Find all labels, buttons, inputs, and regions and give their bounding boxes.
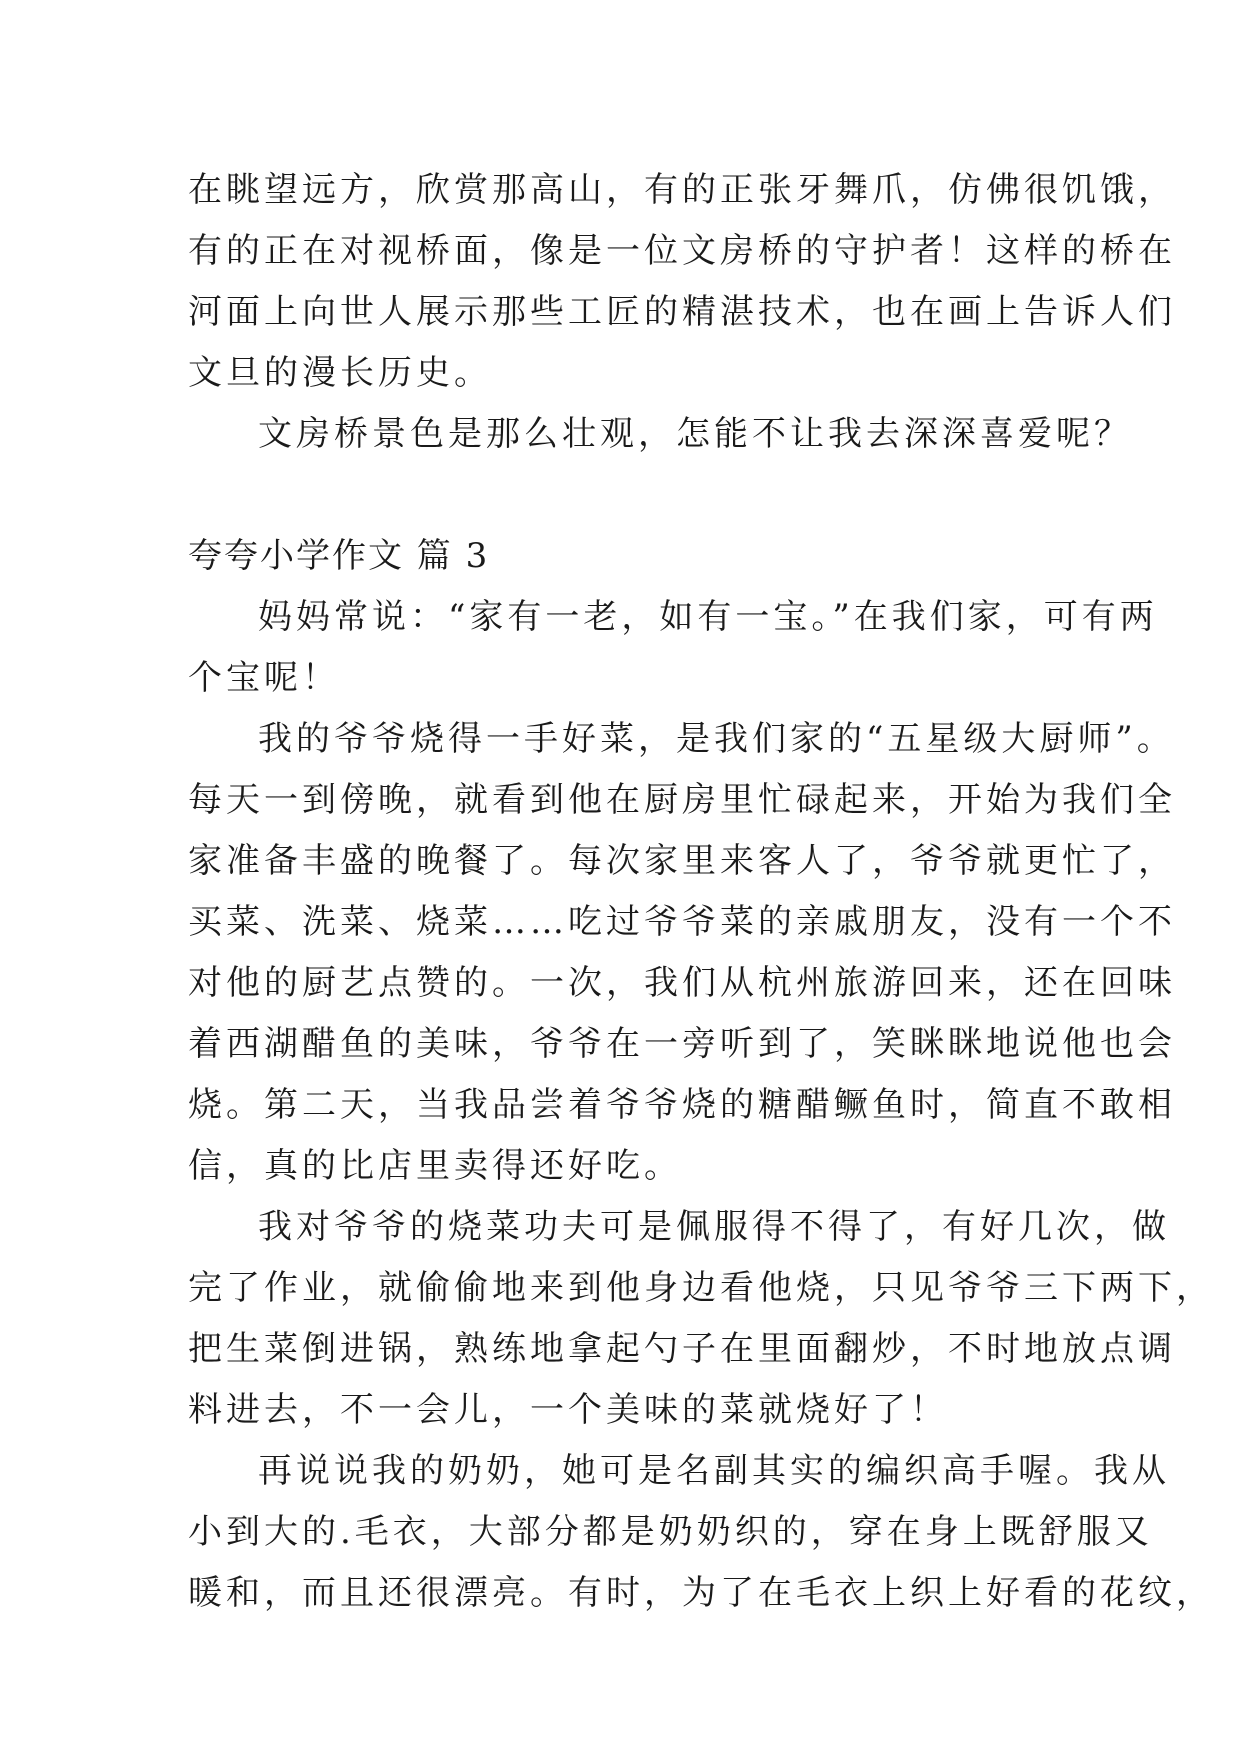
text-line: 小到大的.毛衣，大部分都是奶奶织的，穿在身上既舒服又 bbox=[188, 1512, 1153, 1552]
text-line: 个宝呢！ bbox=[188, 658, 340, 698]
section-gap bbox=[188, 465, 1050, 526]
text-line: 文旦的漫长历史。 bbox=[188, 353, 492, 393]
text-line: 着西湖醋鱼的美味，爷爷在一旁听到了，笑眯眯地说他也会 bbox=[188, 1024, 1176, 1064]
text-line: 料进去，不一会儿，一个美味的菜就烧好了！ bbox=[188, 1390, 948, 1430]
text-line: 我的爷爷烧得一手好菜，是我们家的“五星级大厨师”。 bbox=[258, 719, 1175, 759]
text-line: 每天一到傍晚，就看到他在厨房里忙碌起来，开始为我们全 bbox=[188, 780, 1176, 820]
text-line: 妈妈常说：“家有一老，如有一宝。”在我们家，可有两 bbox=[258, 597, 1158, 637]
text-line: 信，真的比店里卖得还好吃。 bbox=[188, 1146, 682, 1186]
previous-essay-ending bbox=[188, 160, 1176, 465]
text-line: 烧。第二天，当我品尝着爷爷烧的糖醋鳜鱼时，简直不敢相 bbox=[188, 1085, 1176, 1125]
text-line: 在眺望远方，欣赏那高山，有的正张牙舞爪，仿佛很饥饿， bbox=[188, 170, 1176, 210]
text-line: 有的正在对视桥面，像是一位文房桥的守护者！这样的桥在 bbox=[188, 231, 1176, 271]
text-line: 完了作业，就偷偷地来到他身边看他烧，只见爷爷三下两下， bbox=[188, 1268, 1214, 1308]
essay-body bbox=[188, 587, 1214, 1624]
text-line: 买菜、洗菜、烧菜……吃过爷爷菜的亲戚朋友，没有一个不 bbox=[188, 902, 1176, 942]
section-heading: 夸夸小学作文 篇 3 bbox=[188, 536, 490, 576]
text-line: 我对爷爷的烧菜功夫可是佩服得不得了，有好几次，做 bbox=[258, 1207, 1170, 1247]
text-line: 文房桥景色是那么壮观，怎能不让我去深深喜爱呢？ bbox=[258, 414, 1132, 454]
text-line: 对他的厨艺点赞的。一次，我们从杭州旅游回来，还在回味 bbox=[188, 963, 1176, 1003]
document-page bbox=[188, 160, 1214, 1624]
text-line: 暖和，而且还很漂亮。有时，为了在毛衣上织上好看的花纹， bbox=[188, 1573, 1214, 1613]
text-line: 家准备丰盛的晚餐了。每次家里来客人了，爷爷就更忙了， bbox=[188, 841, 1176, 881]
text-line: 河面上向世人展示那些工匠的精湛技术，也在画上告诉人们 bbox=[188, 292, 1176, 332]
text-line: 再说说我的奶奶，她可是名副其实的编织高手喔。我从 bbox=[258, 1451, 1170, 1491]
text-line: 把生菜倒进锅，熟练地拿起勺子在里面翻炒，不时地放点调 bbox=[188, 1329, 1176, 1369]
